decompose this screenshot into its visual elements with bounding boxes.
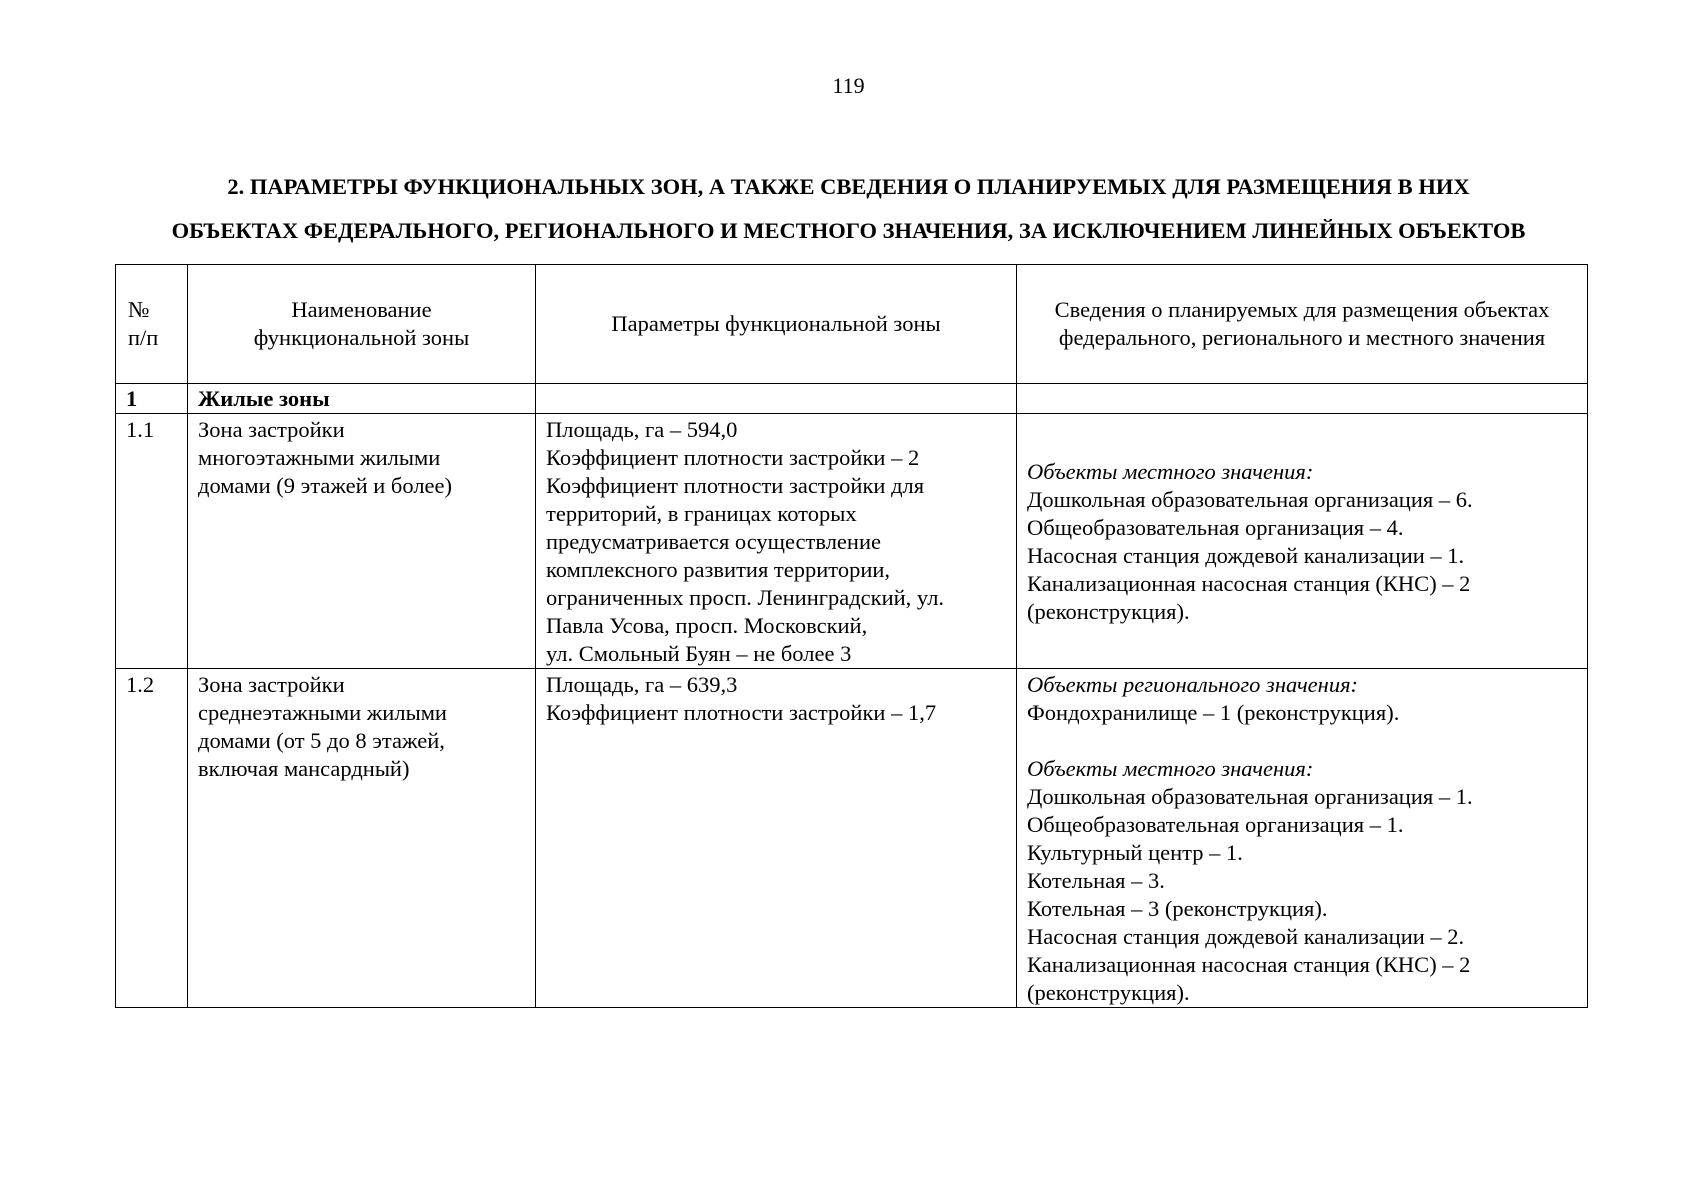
cell-line: ул. Смольный Буян – не более 3 [546, 641, 852, 666]
cell-line: территорий, в границах которых [546, 501, 857, 526]
group-name: Жилые зоны [188, 384, 536, 414]
group-empty-cell [1017, 384, 1588, 414]
row-num: 1.2 [116, 669, 188, 1008]
header-planned-objects [1017, 265, 1588, 384]
header-text: № [128, 297, 150, 322]
group-num: 1 [116, 384, 188, 414]
row-zone-name [188, 414, 536, 669]
header-text: федерального, регионального и местного значения [1058, 325, 1546, 350]
cell-line: многоэтажными жилыми [198, 445, 441, 470]
cell-line: Дошкольная образовательная организация – 1. [1027, 784, 1473, 809]
functional-zones-table [115, 264, 1588, 1008]
cell-line: среднеэтажными жилыми [198, 700, 447, 725]
cell-line: Коэффициент плотности застройки для [546, 473, 925, 498]
cell-line: (реконструкция). [1027, 980, 1190, 1005]
table-group-row [116, 384, 1588, 414]
row-zone-name [188, 669, 536, 1008]
header-zone-params [536, 265, 1017, 384]
cell-line: Площадь, га – 594,0 [546, 417, 738, 442]
cell-line: включая мансардный) [198, 756, 410, 781]
cell-line: Площадь, га – 639,3 [546, 672, 738, 697]
section-heading-line: ОБЪЕКТАХ ФЕДЕРАЛЬНОГО, РЕГИОНАЛЬНОГО И МЕСТНОГО ЗНАЧЕНИЯ, ЗА ИСКЛЮЧЕНИЕМ ЛИНЕЙНЫХ ОБЪЕКТОВ [171, 218, 1526, 243]
section-heading [80, 165, 1617, 253]
row-zone-params [536, 414, 1017, 669]
cell-line: Коэффициент плотности застройки – 1,7 [546, 700, 937, 725]
cell-line: Котельная – 3. [1027, 868, 1165, 893]
row-zone-params [536, 669, 1017, 1008]
table-row [116, 414, 1588, 669]
cell-line: Коэффициент плотности застройки – 2 [546, 445, 920, 470]
cell-line: Общеобразовательная организация – 1. [1027, 812, 1404, 837]
row-num: 1.1 [116, 414, 188, 669]
header-num [116, 265, 188, 384]
row-planned-objects [1017, 669, 1588, 1008]
cell-line: предусматривается осуществление [546, 529, 881, 554]
cell-line: Фондохранилище – 1 (реконструкция). [1027, 700, 1400, 725]
cell-line: Насосная станция дождевой канализации – 1. [1027, 543, 1465, 568]
header-text: п/п [128, 325, 159, 350]
table-row [116, 669, 1588, 1008]
cell-line: домами (от 5 до 8 этажей, [198, 728, 445, 753]
header-zone-name [188, 265, 536, 384]
cell-line: Зона застройки [198, 672, 345, 697]
cell-line: Канализационная насосная станция (КНС) – 2 [1027, 571, 1471, 596]
cell-line: Общеобразовательная организация – 4. [1027, 515, 1404, 540]
local-objects-title: Объекты местного значения: [1027, 459, 1314, 484]
group-empty-cell [536, 384, 1017, 414]
cell-line: Канализационная насосная станция (КНС) – 2 [1027, 952, 1471, 977]
header-text: Сведения о планируемых для размещения объектах [1054, 297, 1550, 322]
cell-line: ограниченных просп. Ленинградский, ул. [546, 585, 945, 610]
cell-line: Насосная станция дождевой канализации – 2. [1027, 924, 1465, 949]
cell-line: Павла Усова, просп. Московский, [546, 613, 868, 638]
header-text: Наименование [291, 297, 432, 322]
header-text: функциональной зоны [253, 325, 470, 350]
local-objects-title: Объекты местного значения: [1027, 756, 1314, 781]
regional-objects-title: Объекты регионального значения: [1027, 672, 1359, 697]
cell-line: Дошкольная образовательная организация – 6. [1027, 487, 1473, 512]
section-heading-line: 2. ПАРАМЕТРЫ ФУНКЦИОНАЛЬНЫХ ЗОН, А ТАКЖЕ СВЕДЕНИЯ О ПЛАНИРУЕМЫХ ДЛЯ РАЗМЕЩЕНИЯ В НИХ [227, 174, 1470, 199]
cell-line: комплексного развития территории, [546, 557, 891, 582]
spacer [1027, 727, 1579, 755]
cell-line: Котельная – 3 (реконструкция). [1027, 896, 1328, 921]
row-planned-objects [1017, 414, 1588, 669]
cell-line: Зона застройки [198, 417, 345, 442]
cell-line: (реконструкция). [1027, 599, 1190, 624]
header-text: Параметры функциональной зоны [611, 311, 941, 336]
page-number: 119 [832, 73, 865, 98]
cell-line: Культурный центр – 1. [1027, 840, 1243, 865]
cell-line: домами (9 этажей и более) [198, 473, 453, 498]
table-header-row [116, 265, 1588, 384]
